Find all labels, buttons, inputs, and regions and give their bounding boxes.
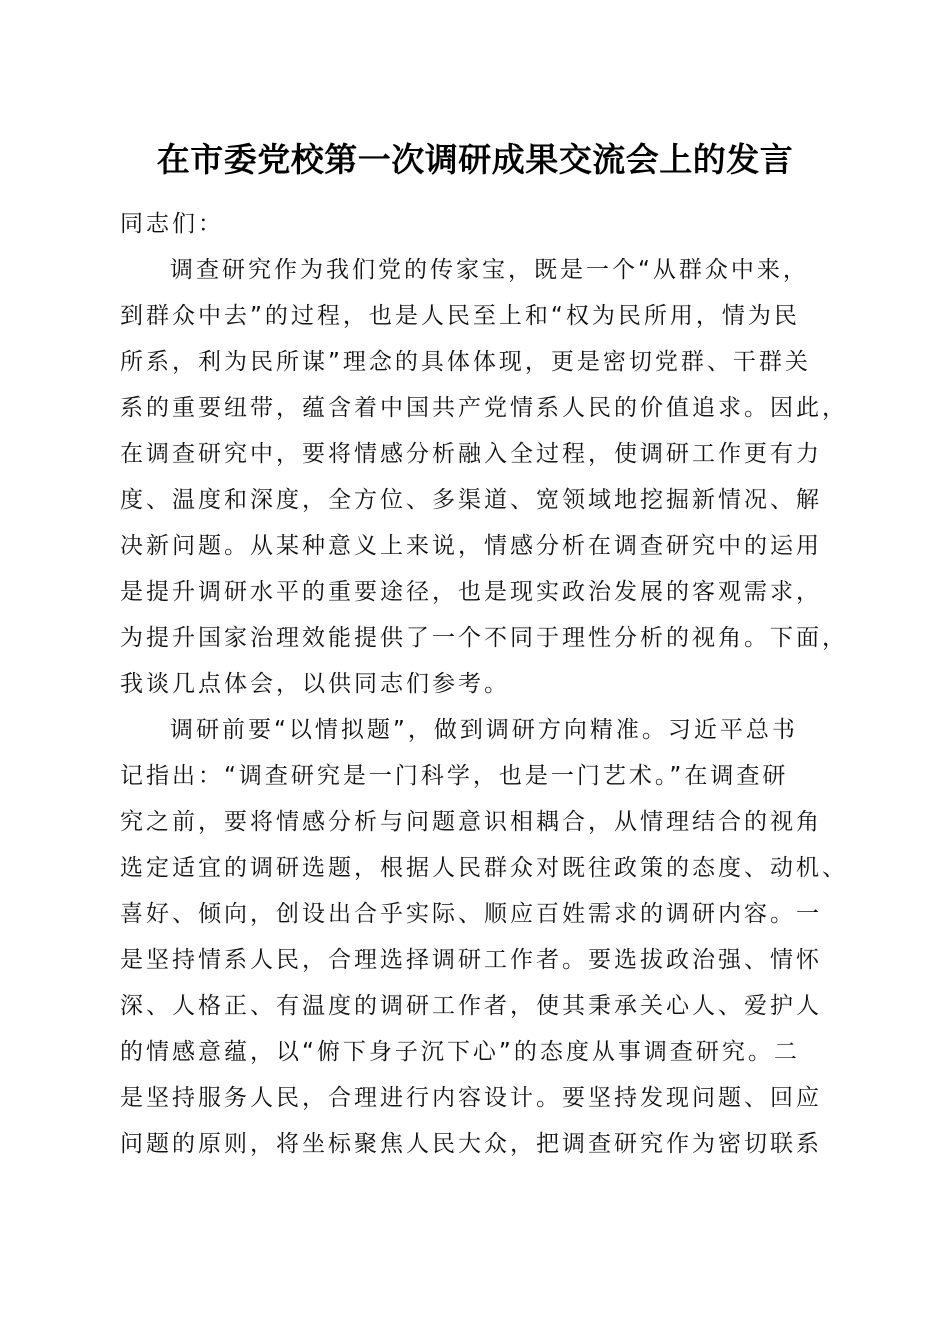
paragraph-2-line: 调研前要“以情拟题”，做到调研方向精准。习近平总书 [170, 717, 798, 743]
paragraph-1-line: 决新问题。从某种意义上来说，情感分析在调查研究中的运用 [120, 533, 822, 559]
paragraph-1-line: 在调查研究中，要将情感分析融入全过程，使调研工作更有力 [120, 441, 822, 467]
paragraph-2-line: 喜好、倾向，创设出合乎实际、顺应百姓需求的调研内容。一 [120, 901, 822, 927]
paragraph-2-line: 问题的原则，将坐标聚焦人民大众，把调查研究作为密切联系 [120, 1131, 822, 1157]
paragraph-2-line: 记指出：“调查研究是一门科学，也是一门艺术。”在调查研 [120, 763, 789, 789]
paragraph-2-line: 的情感意蕴，以“俯下身子沉下心”的态度从事调查研究。二 [120, 1039, 800, 1065]
document-title: 在市委党校第一次调研成果交流会上的发言 [156, 140, 794, 179]
paragraph-1-line: 度、温度和深度，全方位、多渠道、宽领域地挖掘新情况、解 [120, 487, 822, 513]
paragraph-1-line: 调查研究作为我们党的传家宝，既是一个“从群众中来， [170, 257, 809, 283]
paragraph-1-line: 是提升调研水平的重要途径，也是现实政治发展的客观需求， [120, 579, 822, 605]
paragraph-2-line: 究之前，要将情感分析与问题意识相耦合，从情理结合的视角 [120, 809, 822, 835]
salutation: 同志们： [120, 211, 224, 237]
paragraph-2-line: 是坚持情系人民，合理选择调研工作者。要选拔政治强、情怀 [120, 947, 822, 973]
paragraph-2-line: 选定适宜的调研选题，根据人民群众对既往政策的态度、动机、 [120, 855, 848, 881]
paragraph-1-line: 所系，利为民所谋”理念的具体体现，更是密切党群、干群关 [120, 349, 811, 375]
paragraph-2-line: 是坚持服务人民，合理进行内容设计。要坚持发现问题、回应 [120, 1085, 822, 1111]
paragraph-1-line: 到群众中去”的过程，也是人民至上和“权为民所用，情为民 [120, 303, 800, 329]
paragraph-1-line: 我谈几点体会，以供同志们参考。 [120, 671, 510, 697]
paragraph-1-line: 为提升国家治理效能提供了一个不同于理性分析的视角。下面， [120, 625, 848, 651]
paragraph-1-line: 系的重要纽带，蕴含着中国共产党情系人民的价值追求。因此， [120, 395, 848, 421]
paragraph-2-line: 深、人格正、有温度的调研工作者，使其秉承关心人、爱护人 [120, 993, 822, 1019]
